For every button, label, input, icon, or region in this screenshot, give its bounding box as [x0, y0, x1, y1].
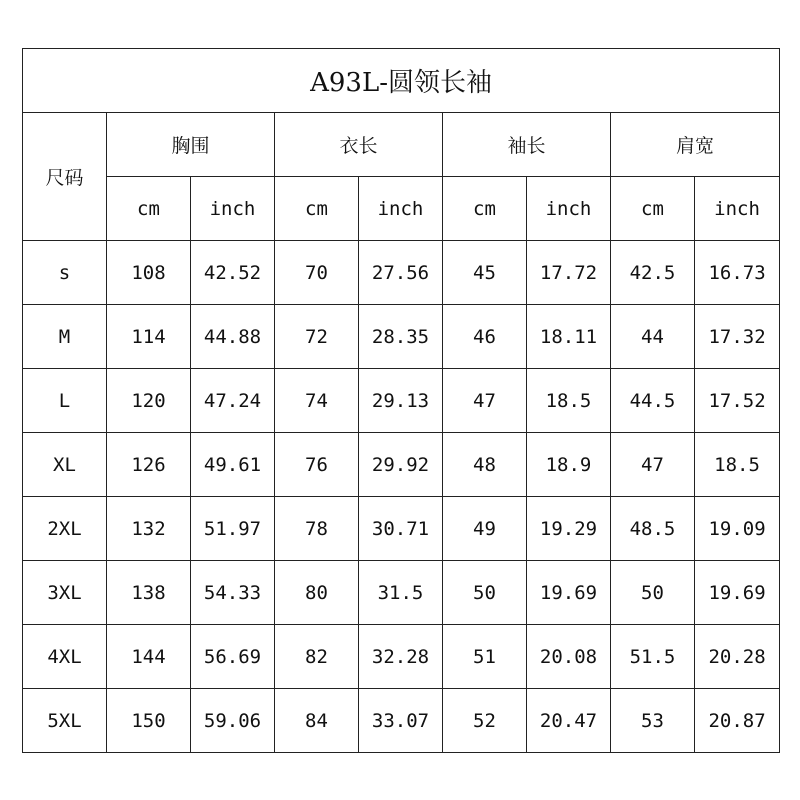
measurement-cell: 29.13: [359, 369, 443, 433]
measurement-cell: 20.08: [527, 625, 611, 689]
group-header-chest: 胸围: [107, 113, 275, 177]
size-label-cell: 4XL: [23, 625, 107, 689]
measurement-cell: 49: [443, 497, 527, 561]
unit-header: inch: [695, 177, 780, 241]
measurement-cell: 45: [443, 241, 527, 305]
measurement-cell: 50: [611, 561, 695, 625]
measurement-cell: 126: [107, 433, 191, 497]
group-header-shoulder: 肩宽: [611, 113, 780, 177]
table-row: [23, 561, 780, 625]
measurement-cell: 18.11: [527, 305, 611, 369]
measurement-cell: 48.5: [611, 497, 695, 561]
measurement-cell: 108: [107, 241, 191, 305]
unit-header: cm: [443, 177, 527, 241]
measurement-cell: 33.07: [359, 689, 443, 753]
measurement-cell: 132: [107, 497, 191, 561]
measurement-cell: 27.56: [359, 241, 443, 305]
measurement-cell: 53: [611, 689, 695, 753]
measurement-cell: 82: [275, 625, 359, 689]
measurement-cell: 47.24: [191, 369, 275, 433]
size-label-cell: XL: [23, 433, 107, 497]
measurement-cell: 20.87: [695, 689, 780, 753]
measurement-cell: 32.28: [359, 625, 443, 689]
measurement-cell: 16.73: [695, 241, 780, 305]
measurement-cell: 114: [107, 305, 191, 369]
measurement-cell: 138: [107, 561, 191, 625]
measurement-cell: 44: [611, 305, 695, 369]
measurement-cell: 17.52: [695, 369, 780, 433]
measurement-cell: 17.72: [527, 241, 611, 305]
measurement-cell: 120: [107, 369, 191, 433]
measurement-cell: 144: [107, 625, 191, 689]
table-row: [23, 305, 780, 369]
table-row: [23, 369, 780, 433]
size-column-header: 尺码: [23, 113, 107, 241]
measurement-cell: 44.88: [191, 305, 275, 369]
measurement-cell: 50: [443, 561, 527, 625]
size-label-cell: 2XL: [23, 497, 107, 561]
measurement-cell: 19.29: [527, 497, 611, 561]
measurement-cell: 80: [275, 561, 359, 625]
size-label-cell: M: [23, 305, 107, 369]
table-row: [23, 241, 780, 305]
measurement-cell: 56.69: [191, 625, 275, 689]
measurement-cell: 78: [275, 497, 359, 561]
measurement-cell: 19.69: [527, 561, 611, 625]
measurement-cell: 52: [443, 689, 527, 753]
size-label-cell: L: [23, 369, 107, 433]
measurement-cell: 17.32: [695, 305, 780, 369]
measurement-cell: 49.61: [191, 433, 275, 497]
table-row: [23, 433, 780, 497]
measurement-cell: 70: [275, 241, 359, 305]
measurement-cell: 51: [443, 625, 527, 689]
group-header-sleeve: 袖长: [443, 113, 611, 177]
unit-header: cm: [275, 177, 359, 241]
measurement-cell: 28.35: [359, 305, 443, 369]
unit-header: inch: [359, 177, 443, 241]
measurement-cell: 150: [107, 689, 191, 753]
measurement-cell: 72: [275, 305, 359, 369]
group-header-length: 衣长: [275, 113, 443, 177]
table-row: [23, 497, 780, 561]
unit-header: cm: [107, 177, 191, 241]
measurement-cell: 20.28: [695, 625, 780, 689]
measurement-cell: 20.47: [527, 689, 611, 753]
size-label-cell: 5XL: [23, 689, 107, 753]
unit-header: inch: [191, 177, 275, 241]
measurement-cell: 42.52: [191, 241, 275, 305]
measurement-cell: 44.5: [611, 369, 695, 433]
size-label-cell: s: [23, 241, 107, 305]
measurement-cell: 47: [443, 369, 527, 433]
unit-header: inch: [527, 177, 611, 241]
table-title: A93L-圆领长袖: [23, 49, 780, 113]
measurement-cell: 31.5: [359, 561, 443, 625]
table-row: [23, 625, 780, 689]
measurement-cell: 51.5: [611, 625, 695, 689]
measurement-cell: 42.5: [611, 241, 695, 305]
measurement-cell: 19.09: [695, 497, 780, 561]
measurement-cell: 48: [443, 433, 527, 497]
measurement-cell: 46: [443, 305, 527, 369]
unit-header: cm: [611, 177, 695, 241]
measurement-cell: 74: [275, 369, 359, 433]
measurement-cell: 76: [275, 433, 359, 497]
measurement-cell: 18.5: [527, 369, 611, 433]
table-row: [23, 689, 780, 753]
measurement-cell: 84: [275, 689, 359, 753]
measurement-cell: 19.69: [695, 561, 780, 625]
measurement-cell: 59.06: [191, 689, 275, 753]
measurement-cell: 54.33: [191, 561, 275, 625]
size-chart-table: [22, 48, 780, 753]
measurement-cell: 51.97: [191, 497, 275, 561]
measurement-cell: 29.92: [359, 433, 443, 497]
measurement-cell: 47: [611, 433, 695, 497]
size-label-cell: 3XL: [23, 561, 107, 625]
measurement-cell: 18.9: [527, 433, 611, 497]
measurement-cell: 18.5: [695, 433, 780, 497]
measurement-cell: 30.71: [359, 497, 443, 561]
